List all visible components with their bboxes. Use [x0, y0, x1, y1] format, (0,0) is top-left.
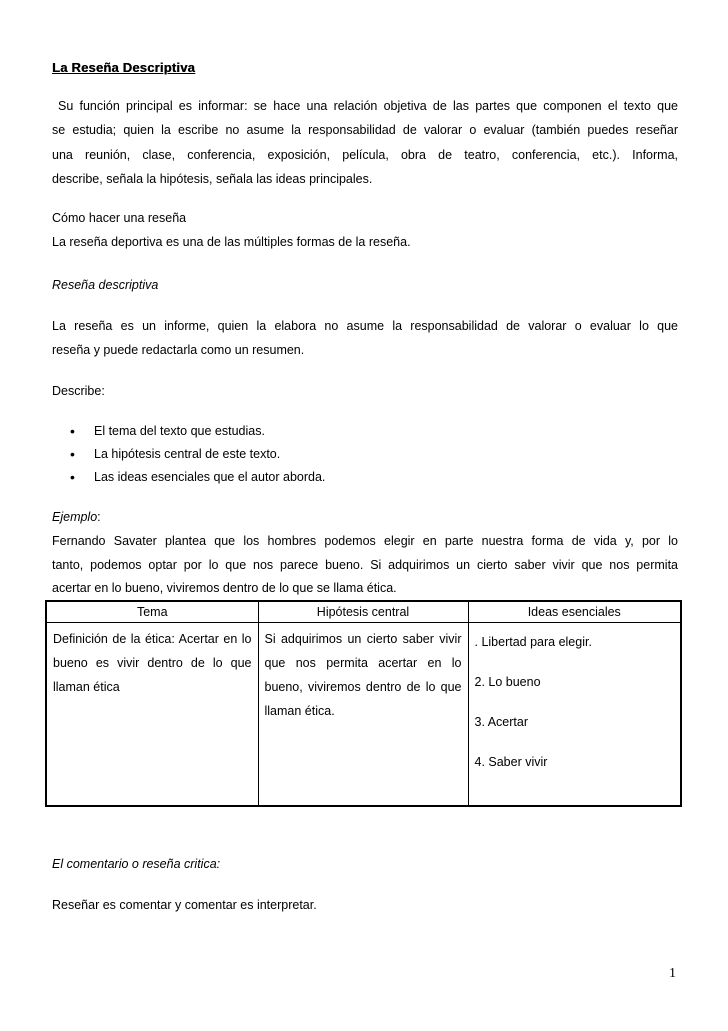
- column-header-ideas: Ideas esenciales: [468, 601, 681, 623]
- intro-line: una reunión, clase, conferencia, exposición, película, obra de teatro, conferencia, etc.). Informa,: [52, 147, 678, 162]
- critical-heading: El comentario o reseña critica:: [52, 857, 221, 871]
- bullet-icon: •: [70, 423, 75, 439]
- critical-text: Reseñar es comentar y comentar es interpretar.: [52, 898, 317, 912]
- example-heading: [52, 510, 101, 524]
- list-item: [52, 444, 325, 467]
- list-item: [52, 421, 325, 444]
- describe-list: [52, 421, 325, 490]
- descriptive-paragraph: [52, 314, 678, 363]
- column-header-hipotesis: Hipótesis central: [258, 601, 468, 623]
- table-row: [46, 623, 681, 807]
- descriptive-heading: Reseña descriptiva: [52, 278, 159, 292]
- ideas-cell: [468, 623, 681, 807]
- example-line: acertar en lo bueno, viviremos dentro de lo que se llama ética.: [52, 581, 397, 595]
- table-header-row: [46, 601, 681, 623]
- example-paragraph: [52, 530, 678, 601]
- idea-item: . Libertad para elegir.: [474, 635, 592, 649]
- bullet-icon: •: [70, 446, 75, 462]
- example-colon: :: [97, 510, 101, 524]
- page-title: La Reseña Descriptiva: [52, 60, 195, 75]
- how-heading: Cómo hacer una reseña: [52, 211, 187, 225]
- list-item-text: La hipótesis central de este texto.: [94, 447, 281, 461]
- tema-cell: Definición de la ética: Acertar en lo bueno es vivir dentro de lo que llaman ética: [46, 623, 258, 807]
- list-item-text: Las ideas esenciales que el autor aborda.: [94, 470, 326, 484]
- describe-label: Describe:: [52, 384, 105, 398]
- intro-line: Su función principal es informar: se hace una relación objetiva de las partes que componen el texto que: [58, 99, 678, 113]
- idea-item: 3. Acertar: [474, 715, 528, 729]
- descriptive-line: reseña y puede redactarla como un resumen.: [52, 343, 305, 358]
- list-item: [52, 467, 325, 490]
- idea-item: 4. Saber vivir: [474, 755, 548, 769]
- review-table: [45, 600, 682, 807]
- column-header-tema: Tema: [46, 601, 258, 623]
- how-text: La reseña deportiva es una de las múltiples formas de la reseña.: [52, 235, 411, 249]
- intro-paragraph: [52, 94, 678, 191]
- bullet-icon: •: [70, 469, 75, 485]
- intro-line: describe, señala la hipótesis, señala las ideas principales.: [52, 171, 373, 186]
- descriptive-line: La reseña es un informe, quien la elabora no asume la responsabilidad de valorar o evaluar lo que: [52, 319, 678, 333]
- intro-line: se estudia; quien la escribe no asume la responsabilidad de valorar o evaluar (también puedes reseñar: [52, 123, 678, 138]
- example-line: Fernando Savater plantea que los hombres podemos elegir en parte nuestra forma de vida y, por lo: [52, 534, 678, 548]
- example-label: Ejemplo: [52, 510, 98, 524]
- list-item-text: El tema del texto que estudias.: [94, 424, 265, 438]
- page-number: 1: [669, 966, 676, 981]
- hipotesis-cell: Si adquirimos un cierto saber vivir que nos permita acertar en lo bueno, viviremos dentro de lo que llaman ética.: [258, 623, 468, 807]
- example-line: tanto, podemos optar por lo que nos parece bueno. Si adquirimos un cierto saber vivir que nos permita: [52, 557, 678, 572]
- idea-item: 2. Lo bueno: [474, 675, 541, 689]
